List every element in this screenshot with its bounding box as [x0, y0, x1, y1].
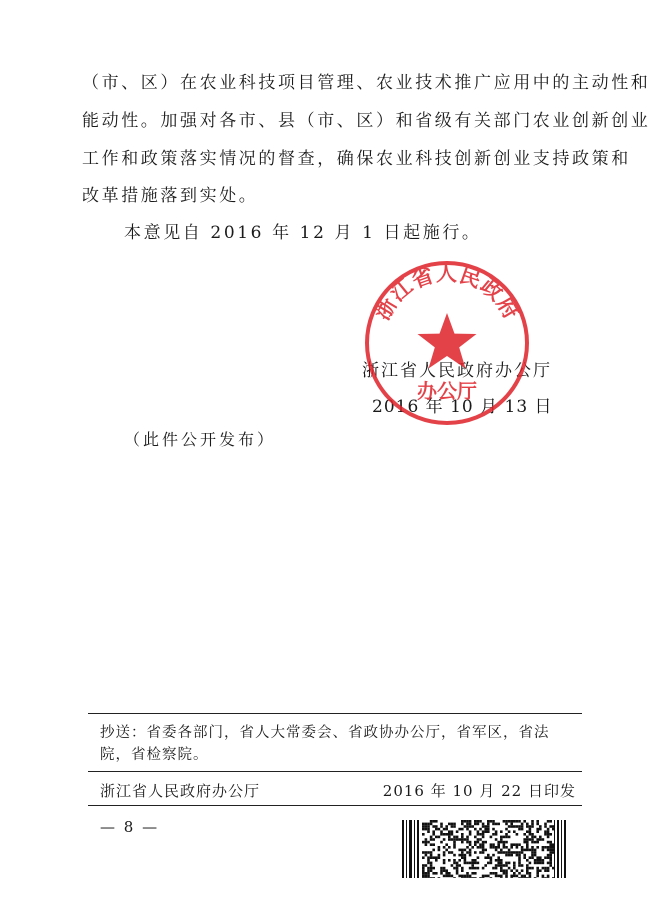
effective-date-line: 本意见自 2016 年 12 月 1 日起施行。	[124, 223, 482, 243]
official-seal-icon	[362, 258, 532, 428]
barcode-icon	[402, 820, 568, 878]
footer-issuer: 浙江省人民政府办公厅	[100, 782, 261, 800]
divider	[88, 771, 582, 772]
body-line: （市、区）在农业科技项目管理、农业技术推广应用中的主动性和	[82, 73, 651, 93]
signature-issuer: 浙江省人民政府办公厅	[362, 361, 552, 381]
divider	[88, 805, 582, 806]
body-line: 工作和政策落实情况的督查，确保农业科技创新创业支持政策和	[82, 149, 631, 169]
divider	[88, 713, 582, 714]
footer-print-date: 2016 年 10 月 22 日印发	[382, 782, 576, 800]
cc-list: 抄送：省委各部门，省人大常委会、省政协办公厅，省军区，省法院，省检察院。	[100, 725, 550, 763]
page-number: — 8 —	[100, 818, 160, 836]
svg-text:办公厅: 办公厅	[417, 379, 477, 403]
signature-date: 2016 年 10 月 13 日	[372, 397, 553, 417]
svg-text:浙江省人民政府: 浙江省人民政府	[370, 261, 524, 324]
body-line: 能动性。加强对各市、县（市、区）和省级有关部门农业创新创业	[82, 111, 651, 131]
public-release-note: （此件公开发布）	[124, 430, 277, 449]
body-line: 改革措施落到实处。	[82, 186, 259, 206]
